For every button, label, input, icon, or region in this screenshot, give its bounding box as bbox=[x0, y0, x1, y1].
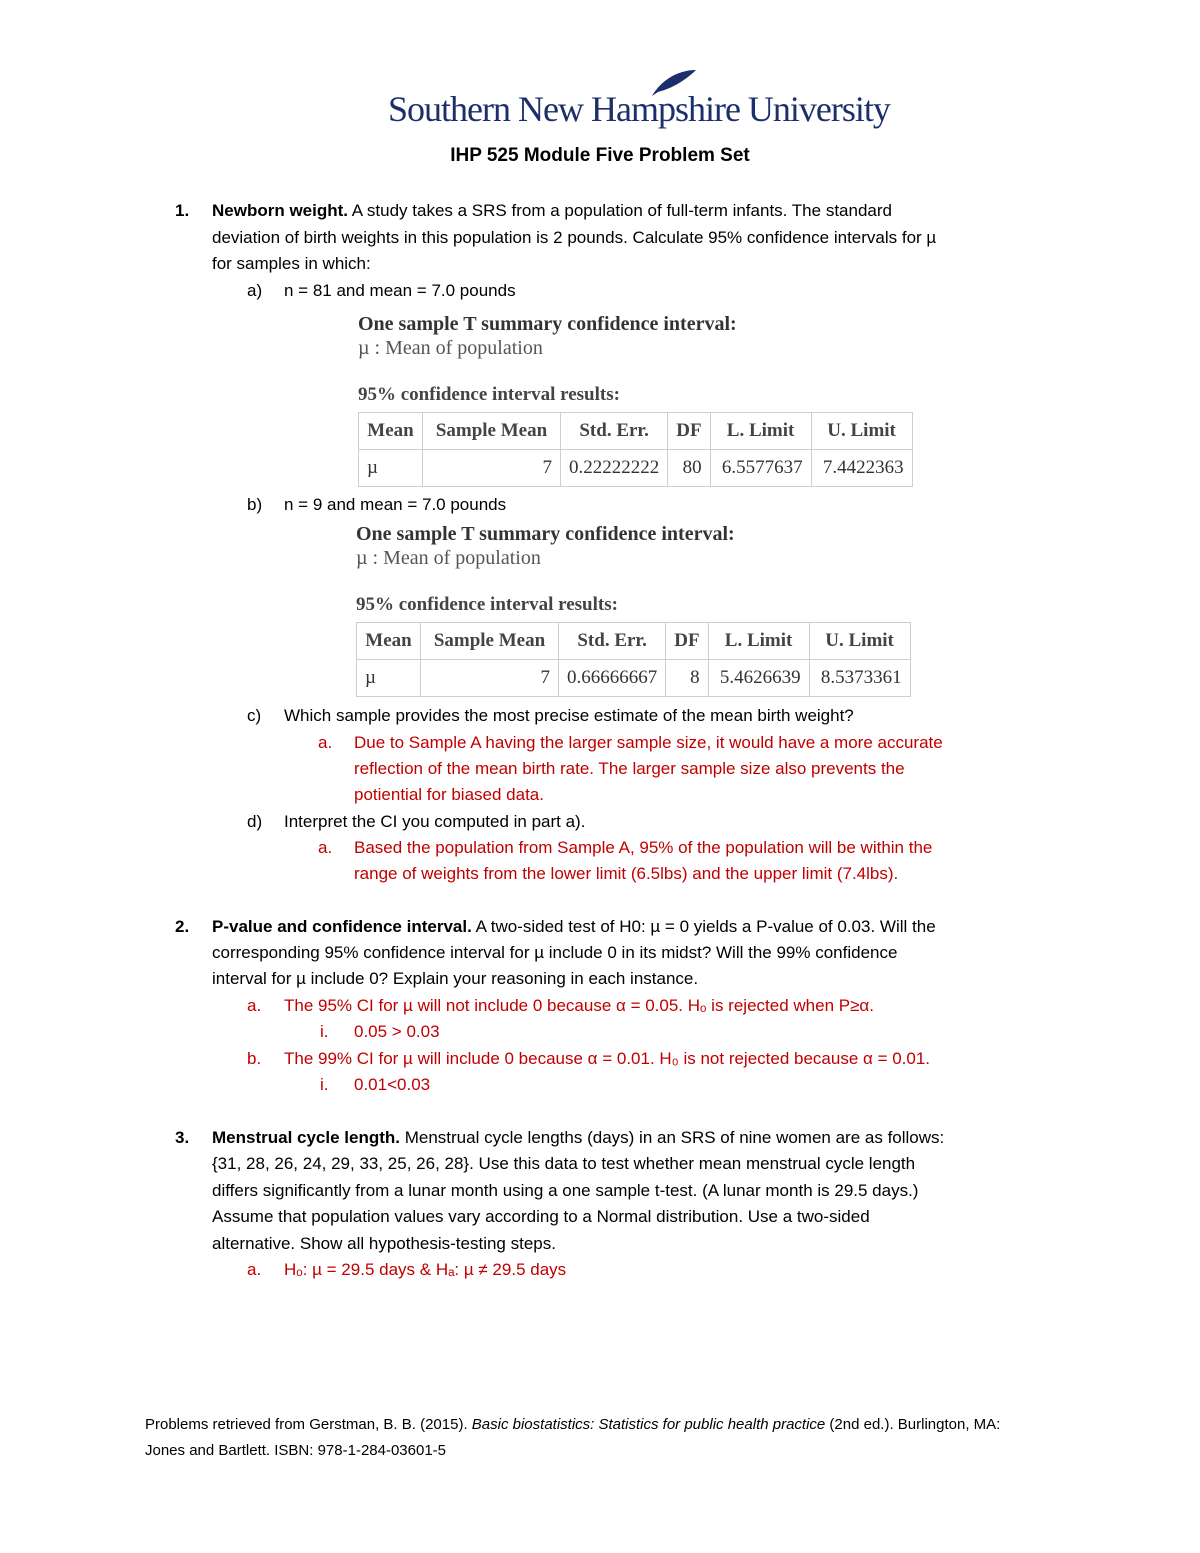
q2a-label: a. bbox=[247, 996, 262, 1015]
q2-line1: P-value and confidence interval. A two-sided test of H0: µ = 0 yields a P-value of 0.03. Will the bbox=[212, 917, 936, 936]
ci-results-heading: 95% confidence interval results: bbox=[358, 384, 620, 405]
ci-parameter: µ : Mean of population bbox=[358, 337, 543, 359]
q3-line3: differs significantly from a lunar month using a one sample t-test. (A lunar month is 29.5 days.) bbox=[212, 1181, 919, 1200]
table-cell: µ bbox=[359, 450, 423, 487]
q2b-label: b. bbox=[247, 1049, 262, 1068]
ci-results-table bbox=[356, 622, 911, 697]
q1b-text: n = 9 and mean = 7.0 pounds bbox=[284, 495, 507, 514]
table-cell: 7 bbox=[421, 660, 559, 697]
column-header: Std. Err. bbox=[559, 623, 666, 660]
table-header-row bbox=[357, 623, 911, 660]
q1-number: 1. bbox=[175, 201, 190, 220]
column-header: L. Limit bbox=[710, 413, 811, 450]
column-header: U. Limit bbox=[811, 413, 912, 450]
table-row bbox=[359, 450, 913, 487]
column-header: U. Limit bbox=[809, 623, 910, 660]
table-row bbox=[357, 660, 911, 697]
table-cell: 5.4626639 bbox=[708, 660, 809, 697]
logo-text: Southern New Hampshire University bbox=[388, 89, 890, 129]
page-title: IHP 525 Module Five Problem Set bbox=[450, 145, 750, 166]
q1d-label: d) bbox=[247, 812, 263, 831]
q2-line3: interval for µ include 0? Explain your reasoning in each instance. bbox=[212, 969, 699, 988]
q1c-answer-line3: potiential for biased data. bbox=[354, 785, 544, 804]
university-logo bbox=[388, 68, 890, 140]
citation-line2: Jones and Bartlett. ISBN: 978-1-284-03601-5 bbox=[145, 1442, 447, 1459]
column-header: Std. Err. bbox=[561, 413, 668, 450]
ci-output-b bbox=[356, 522, 911, 697]
column-header: L. Limit bbox=[708, 623, 809, 660]
q2bi-text: 0.01<0.03 bbox=[354, 1075, 431, 1094]
q1c-answer-label: a. bbox=[318, 733, 333, 752]
table-cell: 80 bbox=[668, 450, 710, 487]
ci-output-a bbox=[358, 312, 913, 487]
q1d-answer-label: a. bbox=[318, 838, 333, 857]
ci-results-table bbox=[358, 412, 913, 487]
citation-line1: Problems retrieved from Gerstman, B. B. (2015). Basic biostatistics: Statistics for public health practice (2nd ed.). Burlington, MA: bbox=[145, 1416, 1001, 1433]
table-cell: µ bbox=[357, 660, 421, 697]
column-header: Sample Mean bbox=[421, 623, 559, 660]
column-header: Mean bbox=[357, 623, 421, 660]
leaf-icon bbox=[650, 68, 698, 98]
q2-number: 2. bbox=[175, 917, 190, 936]
q2b-text: The 99% CI for µ will include 0 because α = 0.01. H₀ is not rejected because α = 0.01. bbox=[284, 1049, 931, 1068]
ci-parameter: µ : Mean of population bbox=[356, 547, 541, 569]
q1-line2: deviation of birth weights in this population is 2 pounds. Calculate 95% confidence intervals for µ bbox=[212, 228, 937, 247]
q3-line4: Assume that population values vary according to a Normal distribution. Use a two-sided bbox=[212, 1207, 870, 1226]
ci-results-heading: 95% confidence interval results: bbox=[356, 594, 618, 615]
column-header: DF bbox=[668, 413, 710, 450]
footer-citation bbox=[145, 1412, 1065, 1464]
q3-line2: {31, 28, 26, 24, 29, 33, 25, 26, 28}. Use this data to test whether mean menstrual cycle length bbox=[212, 1154, 916, 1173]
table-cell: 0.22222222 bbox=[561, 450, 668, 487]
q1c-answer-line1: Due to Sample A having the larger sample size, it would have a more accurate bbox=[354, 733, 943, 752]
column-header: Sample Mean bbox=[423, 413, 561, 450]
q3-number: 3. bbox=[175, 1128, 190, 1147]
table-cell: 8 bbox=[666, 660, 708, 697]
q1c-label: c) bbox=[247, 706, 262, 725]
q1a-label: a) bbox=[247, 281, 263, 300]
table-cell: 8.5373361 bbox=[809, 660, 910, 697]
q2ai-label: i. bbox=[320, 1022, 329, 1041]
ci-heading: One sample T summary confidence interval: bbox=[358, 313, 737, 335]
q1d-text: Interpret the CI you computed in part a). bbox=[284, 812, 586, 831]
q1d-answer-line2: range of weights from the lower limit (6.5lbs) and the upper limit (7.4lbs). bbox=[354, 864, 899, 883]
q1b-label: b) bbox=[247, 495, 263, 514]
column-header: DF bbox=[666, 623, 708, 660]
q2a-text: The 95% CI for µ will not include 0 because α = 0.05. Hₒ is rejected when P≥α. bbox=[284, 996, 874, 1015]
q2ai-text: 0.05 > 0.03 bbox=[354, 1022, 440, 1041]
column-header: Mean bbox=[359, 413, 423, 450]
table-cell: 6.5577637 bbox=[710, 450, 811, 487]
q3a-text: Hₒ: µ = 29.5 days & Hₐ: µ ≠ 29.5 days bbox=[284, 1260, 567, 1279]
q2-line2: corresponding 95% confidence interval for µ include 0 in its midst? Will the 99% confidence bbox=[212, 943, 898, 962]
table-cell: 7 bbox=[423, 450, 561, 487]
q1c-text: Which sample provides the most precise estimate of the mean birth weight? bbox=[284, 706, 854, 725]
q2bi-label: i. bbox=[320, 1075, 329, 1094]
q3a-label: a. bbox=[247, 1260, 262, 1279]
table-cell: 0.66666667 bbox=[559, 660, 666, 697]
q1-line3: for samples in which: bbox=[212, 254, 371, 273]
q1d-answer-line1: Based the population from Sample A, 95% of the population will be within the bbox=[354, 838, 933, 857]
table-cell: 7.4422363 bbox=[811, 450, 912, 487]
q1c-answer-line2: reflection of the mean birth rate. The larger sample size also prevents the bbox=[354, 759, 905, 778]
q3-line1: Menstrual cycle length. Menstrual cycle lengths (days) in an SRS of nine women are as follows: bbox=[212, 1128, 945, 1147]
ci-heading: One sample T summary confidence interval: bbox=[356, 523, 735, 545]
table-header-row bbox=[359, 413, 913, 450]
q1-line1: Newborn weight. A study takes a SRS from a population of full-term infants. The standard bbox=[212, 201, 892, 220]
q1a-text: n = 81 and mean = 7.0 pounds bbox=[284, 281, 516, 300]
q3-line5: alternative. Show all hypothesis-testing steps. bbox=[212, 1234, 556, 1253]
